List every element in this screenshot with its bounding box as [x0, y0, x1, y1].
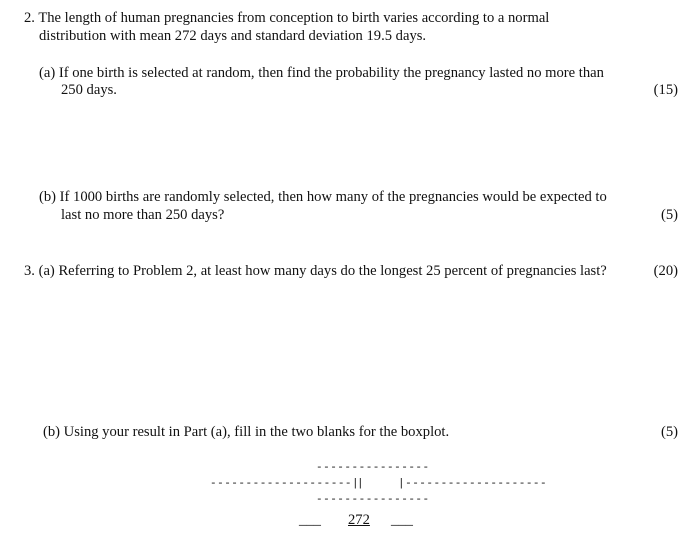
problem-2-line-1: 2. The length of human pregnancies from conception to birth varies according to a normal [24, 10, 550, 26]
problem-2a-line-2: 250 days. [61, 82, 117, 98]
boxplot-top-edge: ---------------- [316, 462, 430, 474]
boxplot-blank-right: ___ [391, 512, 413, 528]
problem-3b-text: (b) Using your result in Part (a), fill in the two blanks for the boxplot. [43, 424, 450, 440]
boxplot-median-line: | [357, 478, 365, 490]
problem-2b-line-2: last no more than 250 days? [61, 207, 225, 223]
problem-2a-points: (15) [653, 82, 678, 98]
problem-3a-points: (20) [653, 263, 678, 279]
problem-2-line-2: distribution with mean 272 days and standard deviation 19.5 days. [39, 28, 427, 44]
boxplot-blank-left: ___ [299, 512, 321, 528]
boxplot-right-whisker: |-------------------- [398, 478, 548, 490]
problem-3a-text: 3. (a) Referring to Problem 2, at least how many days do the longest 25 percent of pregnancies last? [24, 263, 607, 279]
problem-2b-points: (5) [660, 207, 678, 223]
boxplot-bottom-edge: ---------------- [316, 494, 430, 506]
boxplot-median-label: 272 [348, 512, 370, 528]
boxplot-left-whisker: --------------------| [210, 478, 360, 490]
problem-3b-points: (5) [660, 424, 678, 440]
problem-2a-line-1: (a) If one birth is selected at random, then find the probability the pregnancy lasted no more than [39, 65, 604, 81]
problem-2b-line-1: (b) If 1000 births are randomly selected, then how many of the pregnancies would be expected to [39, 189, 607, 205]
